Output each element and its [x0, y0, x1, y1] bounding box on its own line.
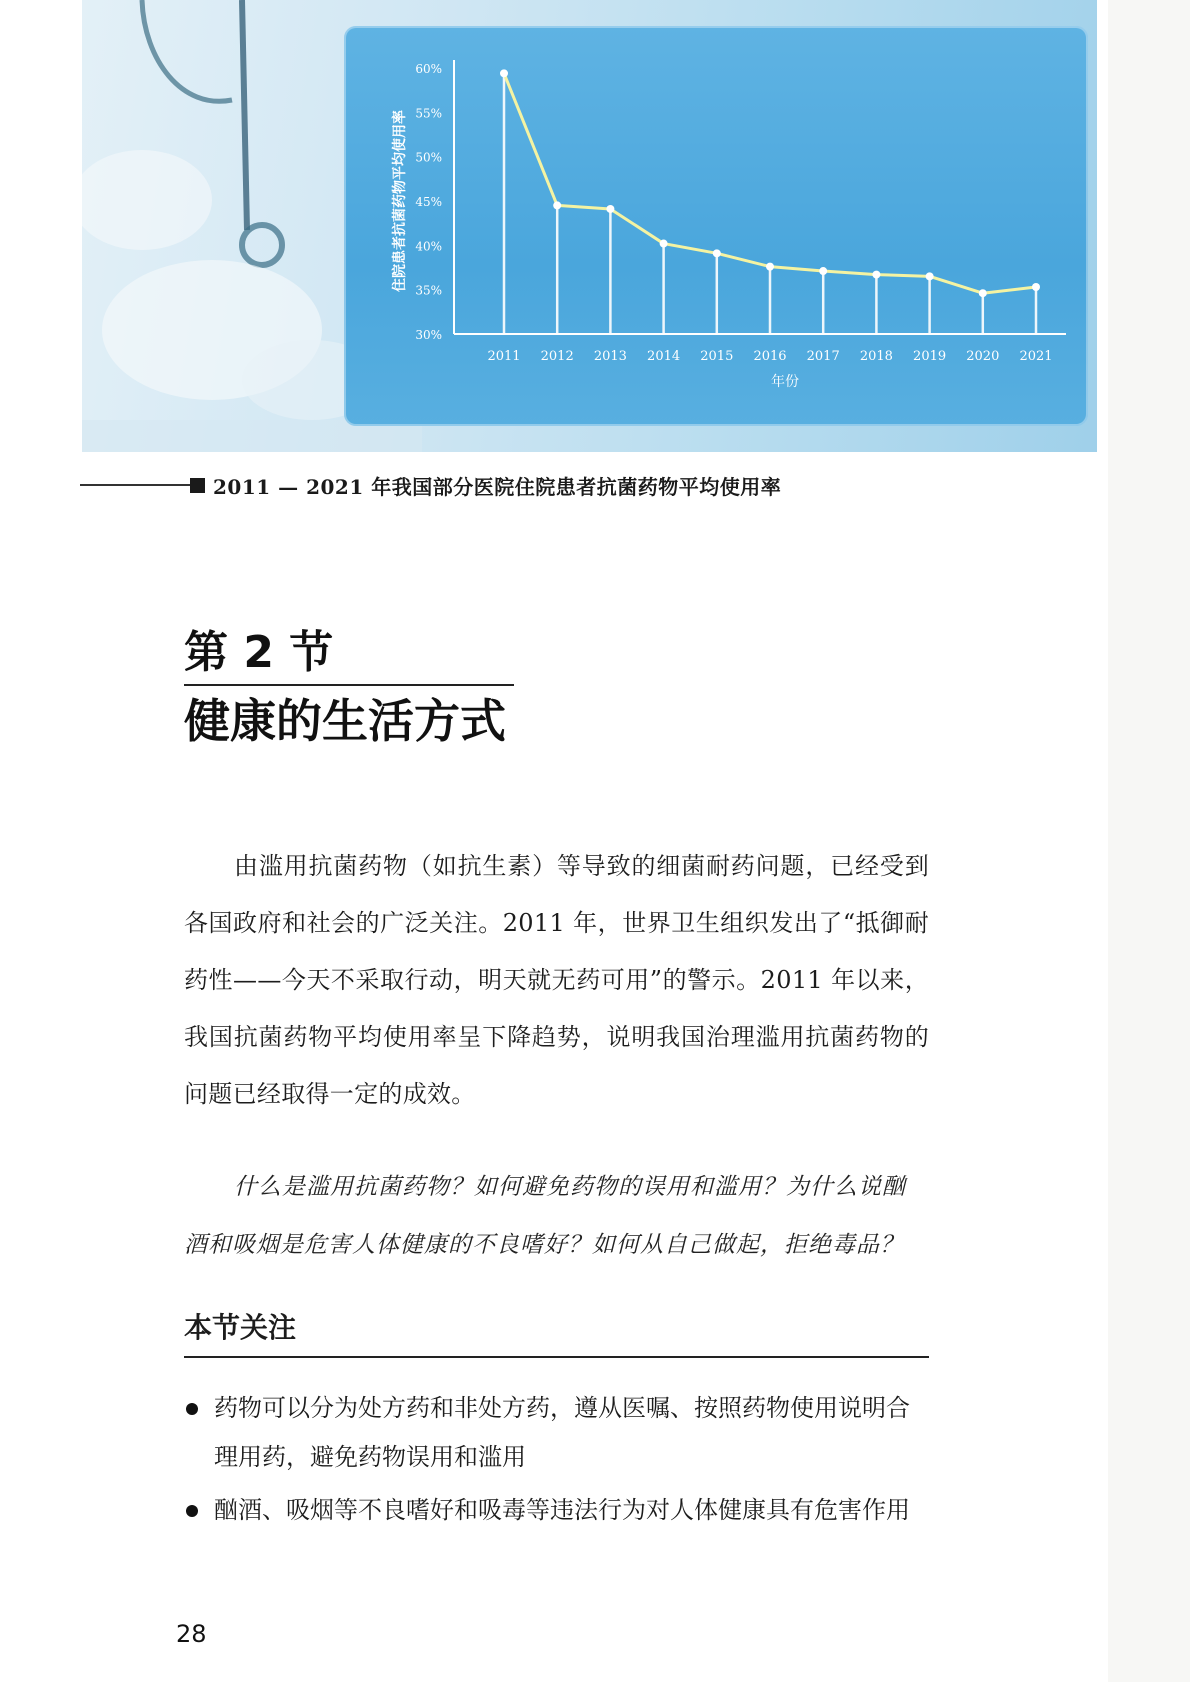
- data-point: [500, 69, 508, 77]
- focus-list: [184, 1384, 929, 1539]
- figure-caption: [80, 470, 800, 500]
- x-tick-label: 2013: [593, 349, 627, 364]
- data-point: [766, 263, 774, 271]
- intro-paragraph: 由滥用抗菌药物（如抗生素）等导致的细菌耐药问题，已经受到各国政府和社会的广泛关注。2011 年，世界卫生组织发出了“抵御耐药性——今天不采取行动，明天就无药可用”的警示。2011 年以来，我国抗菌药物平均使用率呈下降趋势，说明我国治理滥用抗菌药物的问题已经取得一定的成效。: [184, 852, 929, 1108]
- x-axis-label: 年份: [771, 374, 799, 390]
- x-tick-label: 2020: [966, 349, 1000, 364]
- y-tick-label: 60%: [415, 62, 442, 76]
- focus-item-text: 药物可以分为处方药和非处方药，遵从医嘱、按照药物使用说明合理用药，避免药物误用和滥用: [214, 1394, 910, 1471]
- page-edge: [1108, 0, 1190, 1682]
- bullet-icon: [186, 1505, 198, 1517]
- section-heading: [184, 626, 514, 752]
- data-point: [819, 267, 827, 275]
- line-chart: [344, 26, 1088, 426]
- focus-item: [184, 1384, 929, 1482]
- guiding-questions: [184, 1158, 929, 1274]
- x-tick-label: 2016: [753, 349, 787, 364]
- caption-text: 2011 — 2021 年我国部分医院住院患者抗菌药物平均使用率: [213, 474, 782, 499]
- y-tick-label: 30%: [415, 328, 442, 342]
- bullet-icon: [186, 1403, 198, 1415]
- y-axis-label: 住院患者抗菌药物平均使用率: [392, 110, 408, 292]
- intro-text: [184, 838, 929, 1123]
- data-point: [1032, 283, 1040, 291]
- x-tick-label: 2011: [487, 349, 521, 364]
- focus-item: [184, 1486, 929, 1535]
- questions-paragraph: 什么是滥用抗菌药物？如何避免药物的误用和滥用？为什么说酗酒和吸烟是危害人体健康的不良嗜好？如何从自己做起，拒绝毒品？: [184, 1174, 906, 1258]
- x-tick-label: 2018: [859, 349, 893, 364]
- chart-panel: [344, 26, 1088, 426]
- y-tick-label: 35%: [415, 283, 442, 298]
- y-tick-label: 45%: [415, 195, 442, 209]
- x-tick-label: 2015: [700, 349, 734, 364]
- series-line: [504, 73, 1036, 293]
- section-title: 健康的生活方式: [184, 694, 506, 748]
- caption-marker: [190, 478, 205, 493]
- y-tick-label: 55%: [415, 106, 442, 121]
- x-tick-label: 2021: [1019, 349, 1053, 364]
- data-point: [872, 271, 880, 279]
- data-point: [713, 249, 721, 257]
- y-tick-label: 50%: [415, 150, 442, 165]
- x-tick-label: 2019: [913, 349, 947, 364]
- section-number: 第 2 节: [184, 626, 514, 686]
- data-point: [979, 289, 987, 297]
- x-tick-label: 2017: [806, 349, 840, 364]
- data-point: [553, 201, 561, 209]
- y-tick-label: 40%: [415, 239, 442, 254]
- focus-item-text: 酗酒、吸烟等不良嗜好和吸毒等违法行为对人体健康具有危害作用: [214, 1496, 910, 1524]
- x-tick-label: 2012: [540, 349, 574, 364]
- data-point: [606, 205, 614, 213]
- x-tick-label: 2014: [647, 349, 681, 364]
- page-number: 28: [176, 1620, 207, 1648]
- hero-image: [82, 0, 1097, 452]
- data-point: [660, 240, 668, 248]
- focus-title: 本节关注: [184, 1306, 929, 1358]
- data-point: [926, 272, 934, 280]
- caption-rule: [80, 484, 190, 486]
